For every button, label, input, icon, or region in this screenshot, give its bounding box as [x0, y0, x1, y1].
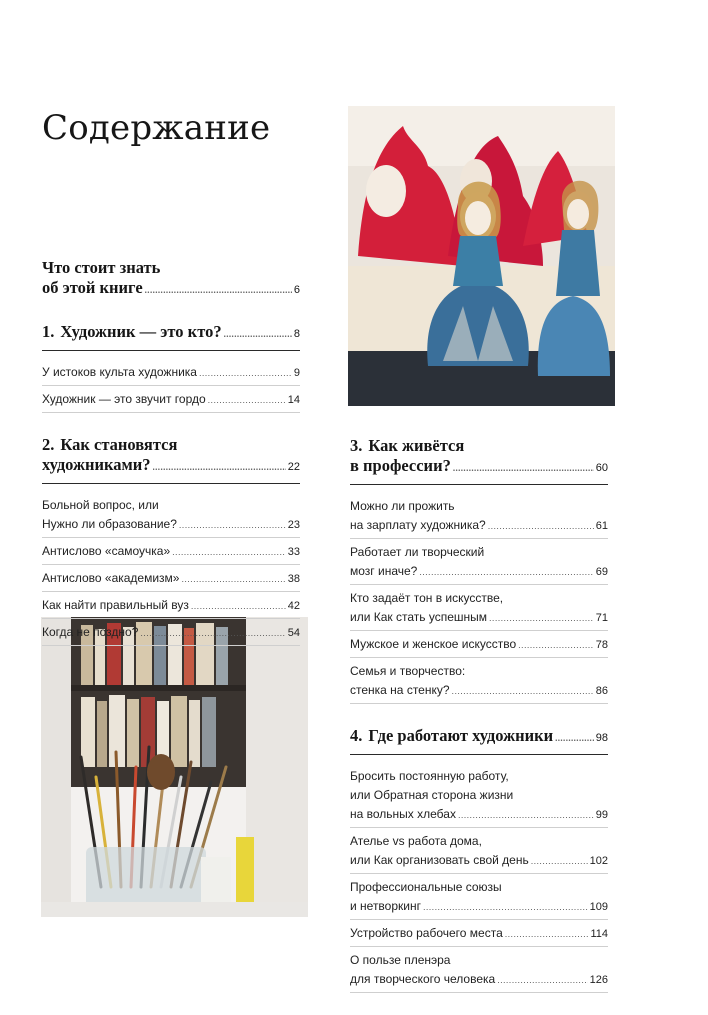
entry-text: О пользе пленэра [350, 953, 451, 967]
dot-leader [208, 391, 286, 410]
entry-text: Ателье vs работа дома, [350, 834, 482, 848]
entry-text: Больной вопрос, или [42, 498, 159, 512]
page-number: 98 [595, 732, 608, 744]
toc-entry[interactable] [350, 631, 608, 658]
dot-leader [497, 971, 587, 990]
toc-entry[interactable] [350, 828, 608, 874]
dot-leader [224, 324, 292, 344]
dot-leader [452, 682, 594, 701]
toc-entry[interactable] [350, 658, 608, 704]
toc-section-right-1 [350, 726, 608, 993]
dot-leader [458, 806, 594, 825]
ceramic-dolls-photo [348, 106, 615, 406]
page-number: 126 [589, 974, 608, 986]
entry-text: на вольных хлебах [350, 807, 456, 821]
toc-column-right [350, 436, 608, 1015]
entry-line [350, 681, 608, 701]
entry-line [350, 878, 608, 897]
entry-line [350, 497, 608, 516]
entry-text: Профессиональные союзы [350, 880, 502, 894]
toc-entry[interactable] [350, 763, 608, 828]
section-heading[interactable] [350, 436, 608, 485]
entry-line [42, 390, 300, 410]
toc-entry[interactable] [350, 539, 608, 585]
entry-line [350, 924, 608, 944]
entry-text: для творческого человека [350, 972, 496, 986]
entry-text: Когда не поздно? [42, 625, 139, 639]
entry-text: У истоков культа художника [42, 365, 197, 379]
toc-section-left-1 [42, 322, 300, 413]
dot-leader [453, 458, 594, 478]
page-number: 23 [287, 519, 300, 531]
entry-line [350, 832, 608, 851]
page-number: 9 [293, 367, 300, 379]
toc-entry[interactable] [42, 386, 300, 413]
dot-leader [140, 624, 285, 643]
section-heading-line [350, 436, 608, 456]
toc-entry[interactable] [42, 619, 300, 646]
entry-line [350, 851, 608, 871]
section-heading[interactable] [42, 435, 300, 484]
dot-leader [488, 517, 594, 536]
page-number: 69 [595, 566, 608, 578]
dot-leader [145, 280, 292, 300]
section-heading-text: Как живётся [368, 436, 465, 455]
entry-text: Работает ли творческий [350, 545, 485, 559]
page-title: Содержание [42, 108, 271, 148]
entry-text: Семья и творчество: [350, 664, 466, 678]
page-number: 8 [293, 328, 300, 340]
section-number: 4. [350, 726, 363, 745]
entry-text: или Как организовать свой день [350, 853, 529, 867]
page-number: 38 [287, 573, 300, 585]
dot-leader [179, 516, 286, 535]
dot-leader [181, 570, 285, 589]
dot-leader [518, 636, 594, 655]
entry-line [350, 970, 608, 990]
toc-section-left-2 [42, 435, 300, 646]
toc-section-right-0 [350, 436, 608, 704]
dot-leader [555, 728, 594, 748]
dot-leader [419, 563, 593, 582]
entry-line [42, 515, 300, 535]
entry-line [350, 635, 608, 655]
toc-entry[interactable] [42, 538, 300, 565]
entry-text: и нетворкинг [350, 899, 421, 913]
page-number: 42 [287, 600, 300, 612]
section-heading[interactable] [42, 322, 300, 351]
entry-line [350, 608, 608, 628]
entry-text: Устройство рабочего места [350, 926, 503, 940]
section-heading-line [42, 435, 300, 455]
section-heading-text: художниками? [42, 455, 151, 474]
entry-line [42, 623, 300, 643]
entry-text: Как найти правильный вуз [42, 598, 189, 612]
section-heading-line [42, 258, 300, 278]
entry-line [350, 786, 608, 805]
toc-entry[interactable] [350, 920, 608, 947]
dot-leader [423, 898, 588, 917]
toc-entry[interactable] [350, 493, 608, 539]
page-number: 14 [287, 394, 300, 406]
section-heading-text: Как становятся [60, 435, 178, 454]
page-number: 60 [595, 462, 608, 474]
entry-text: Мужское и женское искусство [350, 637, 517, 651]
entry-text: Антислово «академизм» [42, 571, 180, 585]
dot-leader [153, 457, 286, 477]
entry-line [42, 569, 300, 589]
page-number: 61 [595, 520, 608, 532]
section-heading-text: об этой книге [42, 278, 143, 297]
page-number: 99 [595, 809, 608, 821]
entry-line [350, 562, 608, 582]
toc-entry[interactable] [42, 565, 300, 592]
entry-text: Антислово «самоучка» [42, 544, 171, 558]
entry-text: или Обратная сторона жизни [350, 788, 514, 802]
page-number: 33 [287, 546, 300, 558]
section-heading-text: Где работают художники [368, 726, 554, 745]
page-number: 54 [287, 627, 300, 639]
entry-line [350, 951, 608, 970]
entry-line [42, 542, 300, 562]
entry-line [350, 662, 608, 681]
entry-text: Художник — это звучит гордо [42, 392, 206, 406]
entry-text: Кто задаёт тон в искусстве, [350, 591, 504, 605]
entry-line [42, 363, 300, 383]
entry-line [350, 543, 608, 562]
dot-leader [489, 609, 594, 628]
entry-text: или Как стать успешным [350, 610, 488, 624]
entry-line [350, 767, 608, 786]
entry-line [350, 589, 608, 608]
section-heading-text: Художник — это кто? [60, 322, 222, 341]
page-number: 114 [590, 928, 608, 940]
page-number: 109 [589, 901, 608, 913]
toc-entry[interactable] [350, 585, 608, 631]
dot-leader [199, 364, 292, 383]
dot-leader [531, 852, 588, 871]
dot-leader [505, 925, 589, 944]
section-heading[interactable] [350, 726, 608, 755]
entry-text: на зарплату художника? [350, 518, 486, 532]
entry-line [350, 897, 608, 917]
entry-line [350, 805, 608, 825]
section-heading-text: в профессии? [350, 456, 451, 475]
entry-line [42, 596, 300, 616]
page-number: 78 [595, 639, 608, 651]
toc-entry[interactable] [42, 359, 300, 386]
section-heading[interactable] [42, 258, 300, 300]
section-heading-line [42, 278, 300, 300]
entry-text: Можно ли прожить [350, 499, 455, 513]
entry-line [42, 496, 300, 515]
section-number: 3. [350, 436, 363, 455]
section-heading-text: Что стоит знать [42, 258, 161, 277]
section-number: 2. [42, 435, 55, 454]
page-number: 86 [595, 685, 608, 697]
toc-entry[interactable] [42, 492, 300, 538]
dot-leader [172, 543, 286, 562]
entry-text: стенка на стенку? [350, 683, 450, 697]
page-number: 71 [595, 612, 608, 624]
dot-leader [191, 597, 286, 616]
page-number: 6 [293, 284, 300, 296]
section-heading-line [42, 322, 300, 344]
entry-text: Бросить постоянную работу, [350, 769, 509, 783]
toc-section-left-0 [42, 258, 300, 300]
toc-entry[interactable] [350, 947, 608, 993]
section-heading-line [42, 455, 300, 477]
page-number: 22 [287, 461, 300, 473]
entry-text: Нужно ли образование? [42, 517, 177, 531]
toc-entry[interactable] [350, 874, 608, 920]
entry-line [350, 516, 608, 536]
page-number: 102 [589, 855, 608, 867]
toc-entry[interactable] [42, 592, 300, 619]
toc-column-left [42, 258, 300, 668]
section-number: 1. [42, 322, 55, 341]
section-heading-line [350, 456, 608, 478]
section-heading-line [350, 726, 608, 748]
entry-text: мозг иначе? [350, 564, 418, 578]
